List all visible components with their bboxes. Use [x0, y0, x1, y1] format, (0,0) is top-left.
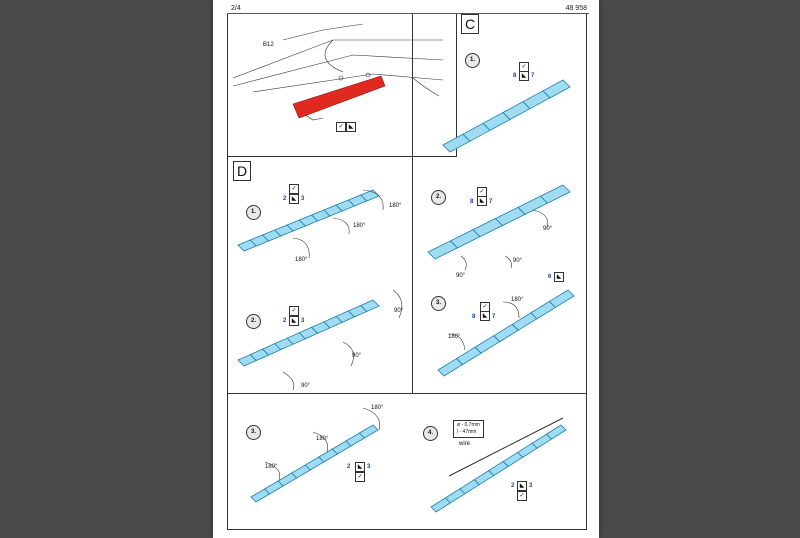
frame-cell	[359, 425, 378, 438]
c1-part-b: 7	[531, 73, 535, 79]
d1-angle-2: 180°	[353, 223, 366, 229]
check-icon: ✓	[289, 306, 299, 316]
c3-part-c: 6	[548, 274, 552, 280]
d4-part-a: 2	[511, 483, 515, 489]
c3-part-b: 7	[492, 314, 496, 320]
d3-angle-2: 180°	[316, 436, 329, 442]
c3-angle-1: 180°	[448, 334, 461, 340]
d-step-2: 2.	[246, 314, 261, 329]
fold-icon: ◣	[346, 122, 356, 132]
wire-diameter: ø - 0,7mm	[457, 422, 480, 428]
etch-frame	[428, 185, 570, 259]
check-icon: ✓	[519, 62, 529, 72]
c2-angle-2: 90°	[456, 273, 466, 279]
d2-part-a: 2	[283, 318, 287, 324]
d1-angle-3: 180°	[295, 257, 308, 263]
section-d-label: D	[233, 161, 251, 181]
section-c-label: C	[461, 14, 479, 34]
etch-icon: ✓	[336, 122, 346, 132]
check-icon: ✓	[480, 302, 490, 312]
check-icon: ✓	[289, 184, 299, 194]
d4-part-b: 3	[529, 483, 533, 489]
c1-part-a: 8	[513, 73, 517, 79]
d-step-1: 1.	[246, 205, 261, 220]
check-icon: ✓	[517, 491, 527, 501]
wire-label: wire	[459, 441, 471, 447]
d-step-3: 3.	[246, 425, 261, 440]
page-number: 2/4	[231, 5, 241, 12]
c-step-3: 3.	[431, 296, 446, 311]
c2-part-a: 8	[470, 199, 474, 205]
d-step-4: 4.	[423, 426, 438, 441]
check-icon: ✓	[355, 472, 365, 482]
instruction-page	[213, 0, 599, 538]
fold-icon: ◣	[554, 272, 564, 282]
d2-part-b: 3	[301, 318, 305, 324]
fold-icon: ◣	[289, 194, 299, 204]
frame-cell	[547, 425, 566, 439]
part-b12-label: B12	[263, 42, 274, 48]
d3-angle-3: 180°	[265, 464, 278, 470]
fold-icon: ◣	[289, 316, 299, 326]
d3-angle-1: 180°	[371, 405, 384, 411]
kit-number: 48 958	[565, 5, 587, 12]
etch-frame	[238, 190, 379, 251]
highlight-strip	[293, 76, 385, 118]
c2-angle-3: 90°	[513, 258, 523, 264]
frame-cell	[543, 80, 570, 98]
illustrations	[213, 0, 599, 538]
d1-angle-1: 180°	[389, 203, 402, 209]
check-icon: ✓	[477, 187, 487, 197]
frame-cell	[549, 290, 574, 307]
fold-icon: ◣	[519, 71, 529, 81]
wire-length: l - 47mm	[457, 429, 477, 435]
d1-part-b: 3	[301, 196, 305, 202]
fold-icon: ◣	[477, 196, 487, 206]
c3-angle-2: 180°	[511, 297, 524, 303]
etch-frames	[238, 80, 574, 512]
c-step-2: 2.	[431, 190, 446, 205]
fold-icon: ◣	[480, 311, 490, 321]
c-step-1: 1.	[465, 53, 480, 68]
etch-frame	[431, 425, 566, 512]
etch-frame	[438, 290, 574, 376]
wing-illustration	[233, 24, 443, 120]
c3-part-a: 8	[472, 314, 476, 320]
c2-part-b: 7	[489, 199, 493, 205]
d3-part-b: 3	[367, 464, 371, 470]
c2-angle-1: 90°	[543, 226, 553, 232]
d1-part-a: 2	[283, 196, 287, 202]
fold-icon: ◣	[517, 481, 527, 491]
d3-part-a: 2	[347, 464, 351, 470]
d2-angle-2: 90°	[352, 353, 362, 359]
d2-angle-3: 90°	[301, 383, 311, 389]
wire-spec-box	[453, 420, 484, 438]
fold-icon: ◣	[355, 462, 365, 472]
d2-angle-1: 90°	[394, 308, 404, 314]
frame-cell	[541, 185, 571, 203]
etch-frame	[443, 80, 570, 152]
